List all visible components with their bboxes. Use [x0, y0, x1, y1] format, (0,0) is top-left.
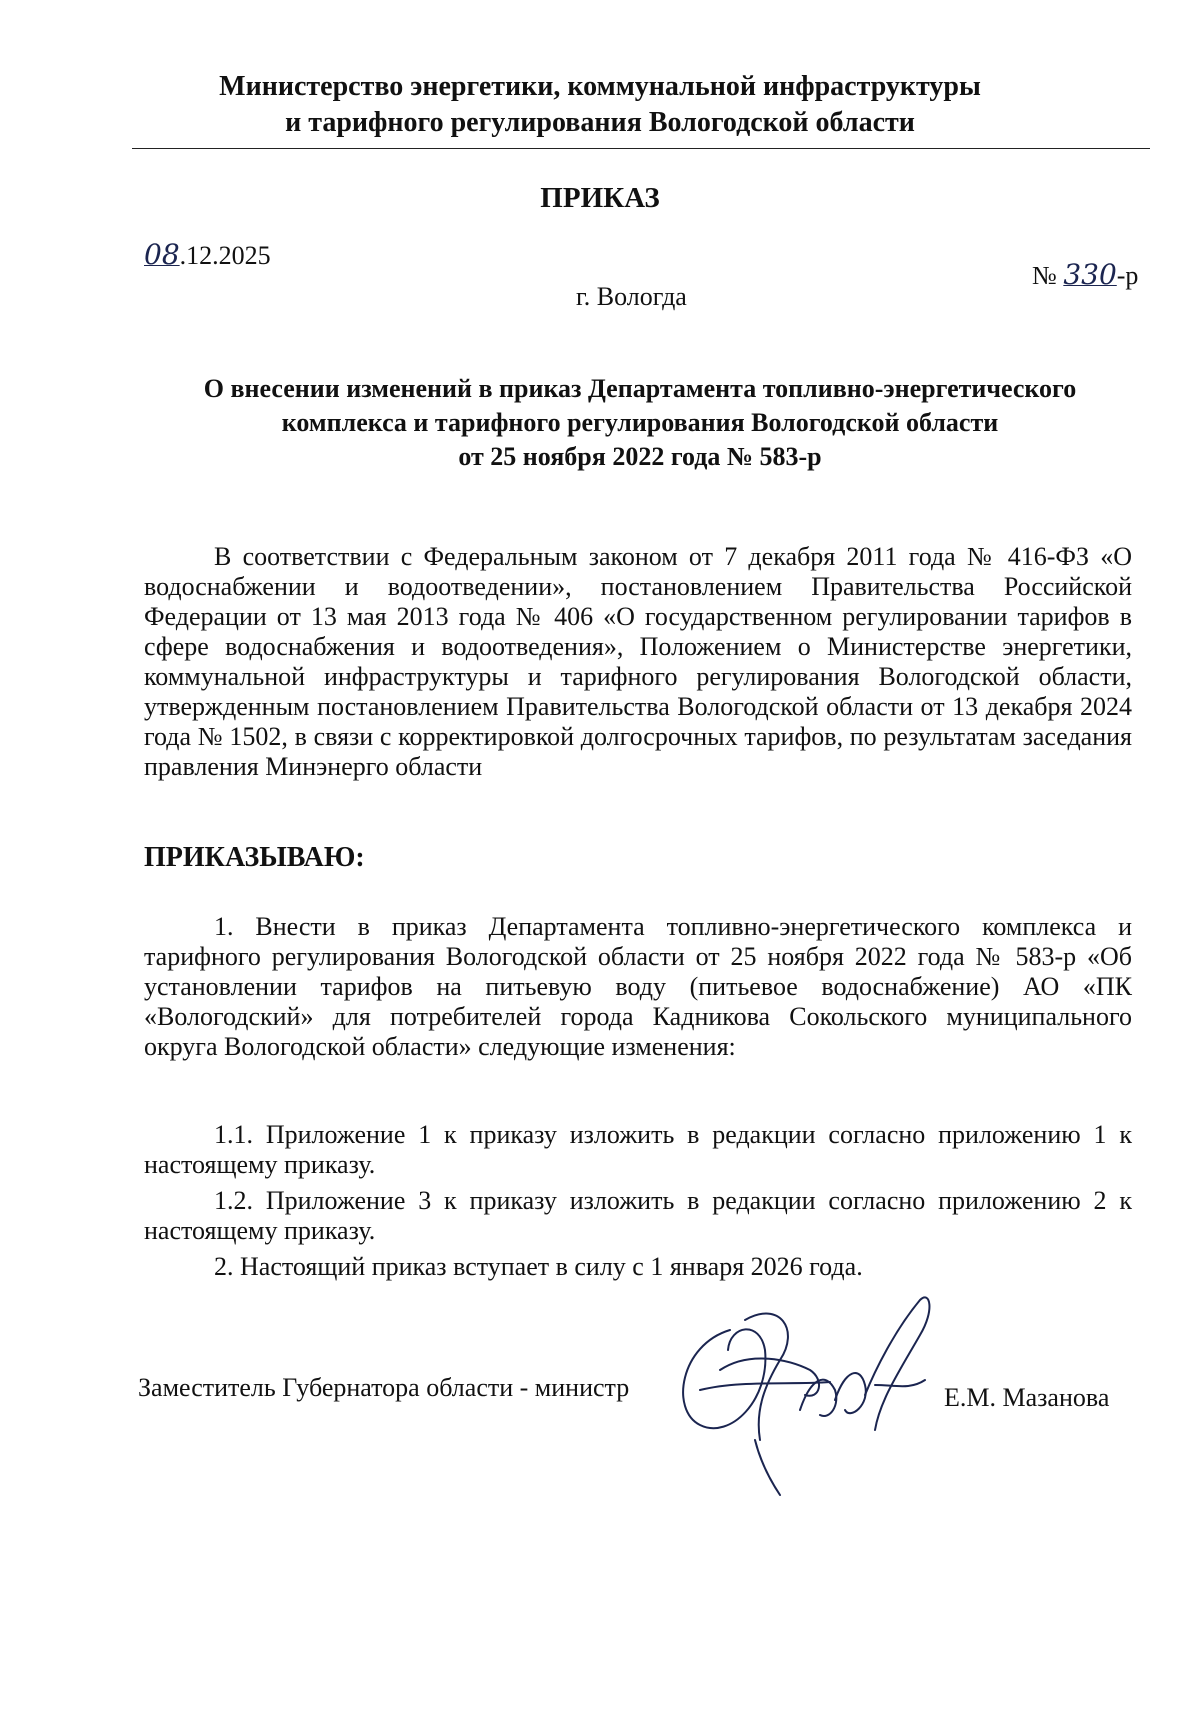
order-item-2: 2. Настоящий приказ вступает в силу с 1 января 2026 года.: [214, 1252, 863, 1281]
order-item-1-2: 1.2. Приложение 3 к приказу изложить в редакции согласно приложению 2 к настоящему приказу.: [144, 1186, 1132, 1245]
document-date: [144, 238, 271, 271]
document-number: [1032, 258, 1138, 291]
number-prefix: №: [1032, 261, 1064, 290]
order-item-1: 1. Внести в приказ Департамента топливно-энергетического комплекса и тарифного регулирования Вологодской области от 25 ноября 2022 года № 583-р «Об установлении тарифов на питьевую воду (питьевое водоснабжение) АО «ПК «Вологодский» для потребителей города Кадникова Сокольского муниципального округа Вологодской области» следующие изменения:: [144, 912, 1132, 1061]
ministry-name-line1: Министерство энергетики, коммунальной инфраструктуры: [219, 71, 981, 102]
document-type: ПРИКАЗ: [540, 182, 660, 214]
handwritten-day: 08: [144, 238, 180, 271]
city: г. Вологда: [576, 282, 687, 311]
handwritten-signature: [660, 1290, 960, 1500]
ministry-name-line2: и тарифного регулирования Вологодской области: [285, 107, 915, 138]
handwritten-number: 330: [1063, 258, 1117, 291]
subject-line: О внесении изменений в приказ Департамента топливно-энергетического: [203, 374, 1077, 403]
order-item-1-1: 1.1. Приложение 1 к приказу изложить в редакции согласно приложению 1 к настоящему приказу.: [144, 1120, 1132, 1179]
preamble-paragraph: В соответствии с Федеральным законом от 7 декабря 2011 года № 416-ФЗ «О водоснабжении и водоотведении», постановлением Правительства Российской Федерации от 13 мая 2013 года № 406 «О государственном регулировании тарифов в сфере водоснабжения и водоотведения», Положением о Министерстве энергетики, коммунальной инфраструктуры и тарифного регулирования Вологодской области, утвержденным постановлением Правительства Вологодской области от 13 декабря 2024 года № 1502, в связи с корректировкой долгосрочных тарифов, по результатам заседания правления Минэнерго области: [144, 542, 1132, 781]
subject-line: от 25 ноября 2022 года № 583-р: [458, 442, 822, 471]
document-subject: [150, 372, 1130, 474]
subject-line: комплекса и тарифного регулирования Вологодской области: [281, 408, 999, 437]
signatory-name: Е.М. Мазанова: [944, 1383, 1110, 1412]
header-rule: [132, 148, 1150, 149]
orders-word: ПРИКАЗЫВАЮ:: [144, 842, 365, 873]
date-month-year: .12.2025: [179, 241, 271, 270]
number-suffix: -р: [1116, 261, 1139, 290]
signatory-position: Заместитель Губернатора области - министр: [138, 1373, 630, 1402]
